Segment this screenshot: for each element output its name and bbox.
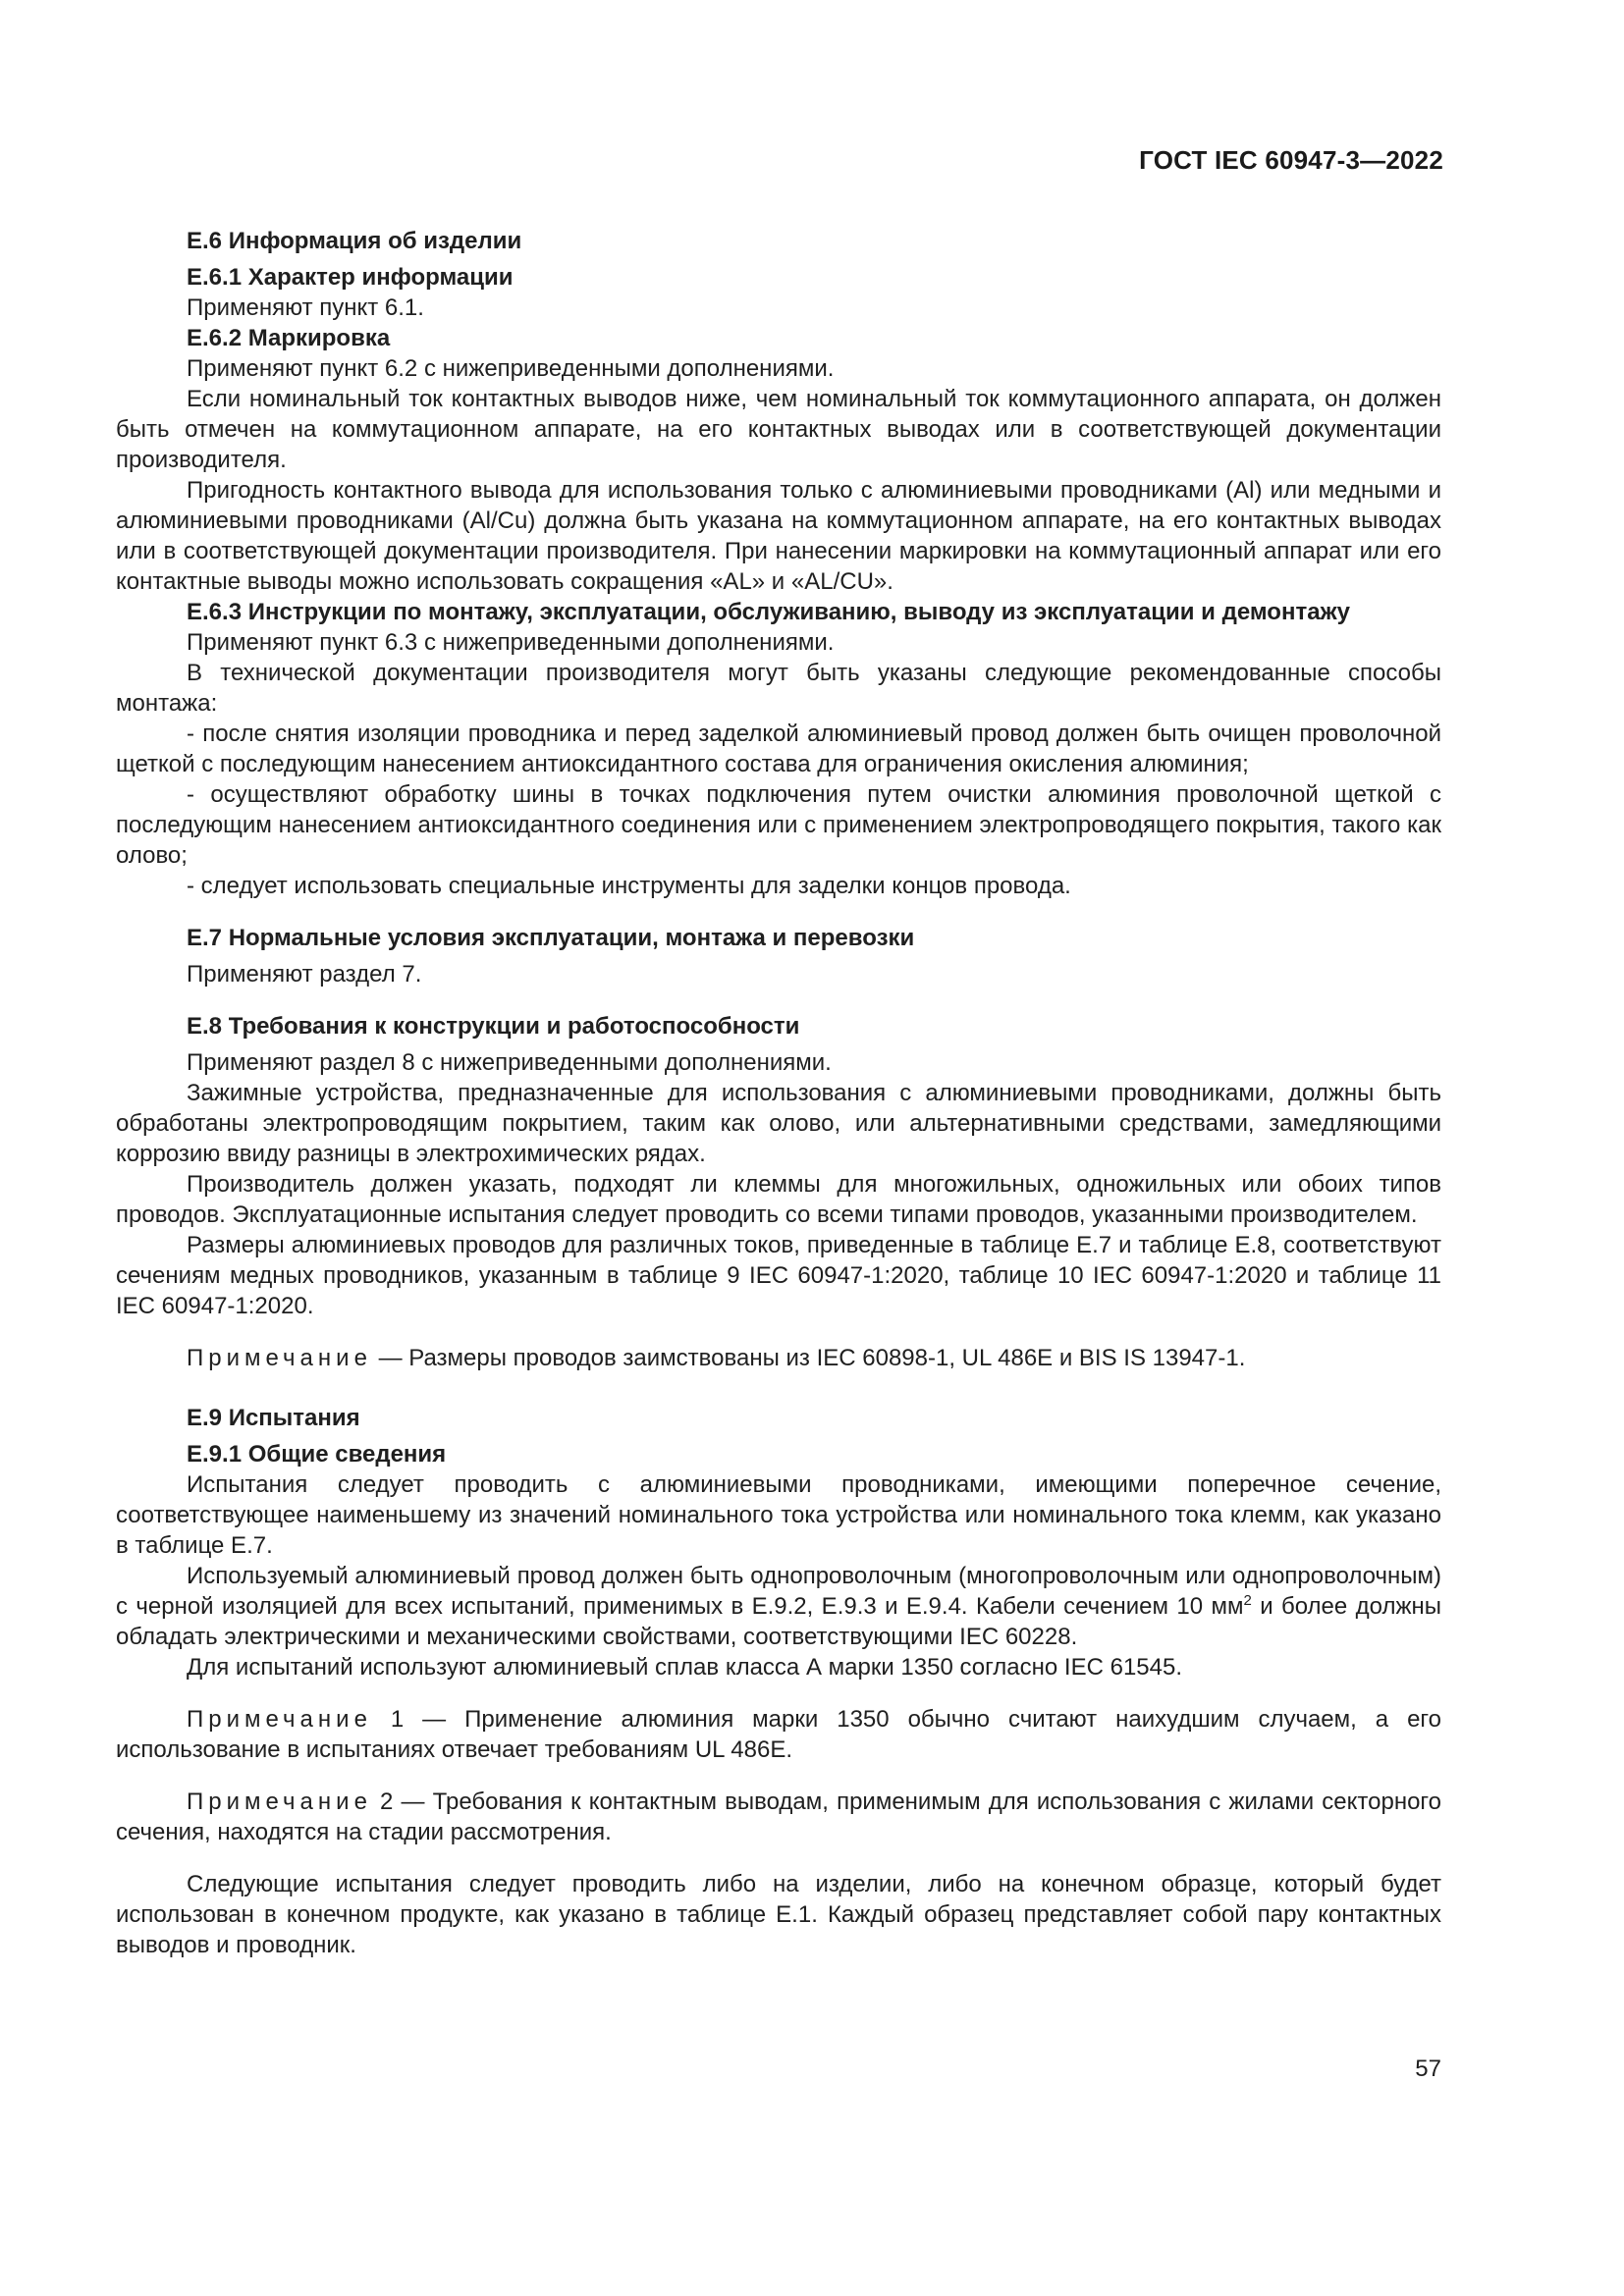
note-text: 1 — Применение алюминия марки 1350 обычно считают наихудшим случаем, а его использование в испытаниях отвечает требованиям UL 486E. (116, 1706, 1441, 1763)
note-label: Примечание (187, 1706, 372, 1733)
paragraph: Зажимные устройства, предназначенные для использования с алюминиевыми проводниками, должны быть обработаны электропроводящим покрытием, таким как олово, или альтернативными средствами, замедляющими коррозию ввиду разницы в электрохимических рядах. (116, 1080, 1441, 1167)
paragraph: Применяют пункт 6.3 с нижеприведенными дополнениями. (187, 629, 835, 656)
list-item: - следует использовать специальные инструменты для заделки концов провода. (187, 873, 1071, 899)
note-1 (116, 1704, 1441, 1765)
paragraph: Применяют пункт 6.2 с нижеприведенными дополнениями. (187, 355, 835, 382)
paragraph: Размеры алюминиевых проводов для различных токов, приведенные в таблице Е.7 и таблице Е.8, соответствуют сечениям медных проводников, указанным в таблице 9 IEC 60947-1:2020, таблице 10 IEC 60947-1:2020 и таблице 11 IEC 60947-1:2020. (116, 1232, 1441, 1319)
section-e9-heading: Е.9 Испытания (187, 1405, 360, 1431)
superscript: 2 (1243, 1592, 1252, 1609)
section-e62-heading: Е.6.2 Маркировка (187, 325, 391, 351)
paragraph: Пригодность контактного вывода для использования только с алюминиевыми проводниками (Al) или медными и алюминиевыми проводниками (Al/Cu) должна быть указана на коммутационном аппарате, на его контактных выводах или в соответствующей документации производителя. При нанесении маркировки на коммутационный аппарат или его контактные выводы можно использовать сокращения «AL» и «AL/CU». (116, 477, 1441, 595)
section-e7-heading: Е.7 Нормальные условия эксплуатации, монтажа и перевозки (187, 925, 915, 951)
section-e6-heading: Е.6 Информация об изделии (187, 228, 522, 254)
note-label: Примечание (187, 1789, 372, 1815)
note (116, 1343, 1441, 1373)
paragraph: Следующие испытания следует проводить либо на изделии, либо на конечном образце, который будет использован в конечном продукте, как указано в таблице Е.1. Каждый образец представляет собой пару контактных выводов и проводник. (116, 1871, 1441, 1958)
paragraph: Производитель должен указать, подходят ли клеммы для многожильных, одножильных или обоих типов проводов. Эксплуатационные испытания следует проводить со всеми типами проводов, указанными производителем. (116, 1171, 1441, 1228)
paragraph (116, 1561, 1441, 1652)
section-e8-heading: Е.8 Требования к конструкции и работоспособности (187, 1013, 800, 1040)
section-e61-heading: Е.6.1 Характер информации (187, 264, 514, 291)
section-e91-heading: Е.9.1 Общие сведения (187, 1441, 447, 1468)
paragraph: Для испытаний используют алюминиевый сплав класса А марки 1350 согласно IEC 61545. (187, 1654, 1182, 1681)
note-text: — Размеры проводов заимствованы из IEC 60898-1, UL 486E и BIS IS 13947-1. (371, 1345, 1246, 1371)
paragraph: Применяют пункт 6.1. (187, 294, 424, 321)
paragraph-text: Используемый алюминиевый провод должен быть однопроволочным (многопроволочным или однопроволочным) с черной изоляцией для всех испытаний, применимых в Е.9.2, Е.9.3 и Е.9.4. Кабели сечением 10 мм (116, 1563, 1441, 1620)
note-2 (116, 1787, 1441, 1847)
note-text: 2 — Требования к контактным выводам, применимым для использования с жилами секторного сечения, находятся на стадии рассмотрения. (116, 1789, 1441, 1845)
paragraph: В технической документации производителя могут быть указаны следующие рекомендованные способы монтажа: (116, 660, 1441, 717)
list-item: - после снятия изоляции проводника и перед заделкой алюминиевый провод должен быть очищен проволочной щеткой с последующим нанесением антиоксидантного состава для ограничения окисления алюминия; (116, 721, 1441, 777)
paragraph: Применяют раздел 8 с нижеприведенными дополнениями. (187, 1049, 832, 1076)
document-body (116, 226, 1441, 1960)
document-header: ГОСТ IEC 60947-3—2022 (1139, 145, 1443, 175)
page-number: 57 (1415, 2056, 1441, 2082)
list-item: - осуществляют обработку шины в точках подключения путем очистки алюминия проволочной щеткой с последующим нанесением антиоксидантного соединения или с применением электропроводящего покрытия, такого как олово; (116, 781, 1441, 869)
note-label: Примечание (187, 1345, 372, 1371)
paragraph: Если номинальный ток контактных выводов ниже, чем номинальный ток коммутационного аппарата, он должен быть отмечен на коммутационном аппарате, на его контактных выводах или в соответствующей документации производителя. (116, 386, 1441, 473)
section-e63-heading: Е.6.3 Инструкции по монтажу, эксплуатации, обслуживанию, выводу из эксплуатации и демонтажу (187, 599, 1350, 625)
paragraph: Испытания следует проводить с алюминиевыми проводниками, имеющими поперечное сечение, соответствующее наименьшему из значений номинального тока устройства или номинального тока клемм, как указано в таблице Е.7. (116, 1471, 1441, 1559)
paragraph-text: и более должны обладать электрическими и механическими свойствами, соответствующими IEC 60228. (116, 1593, 1442, 1650)
paragraph: Применяют раздел 7. (187, 961, 422, 988)
